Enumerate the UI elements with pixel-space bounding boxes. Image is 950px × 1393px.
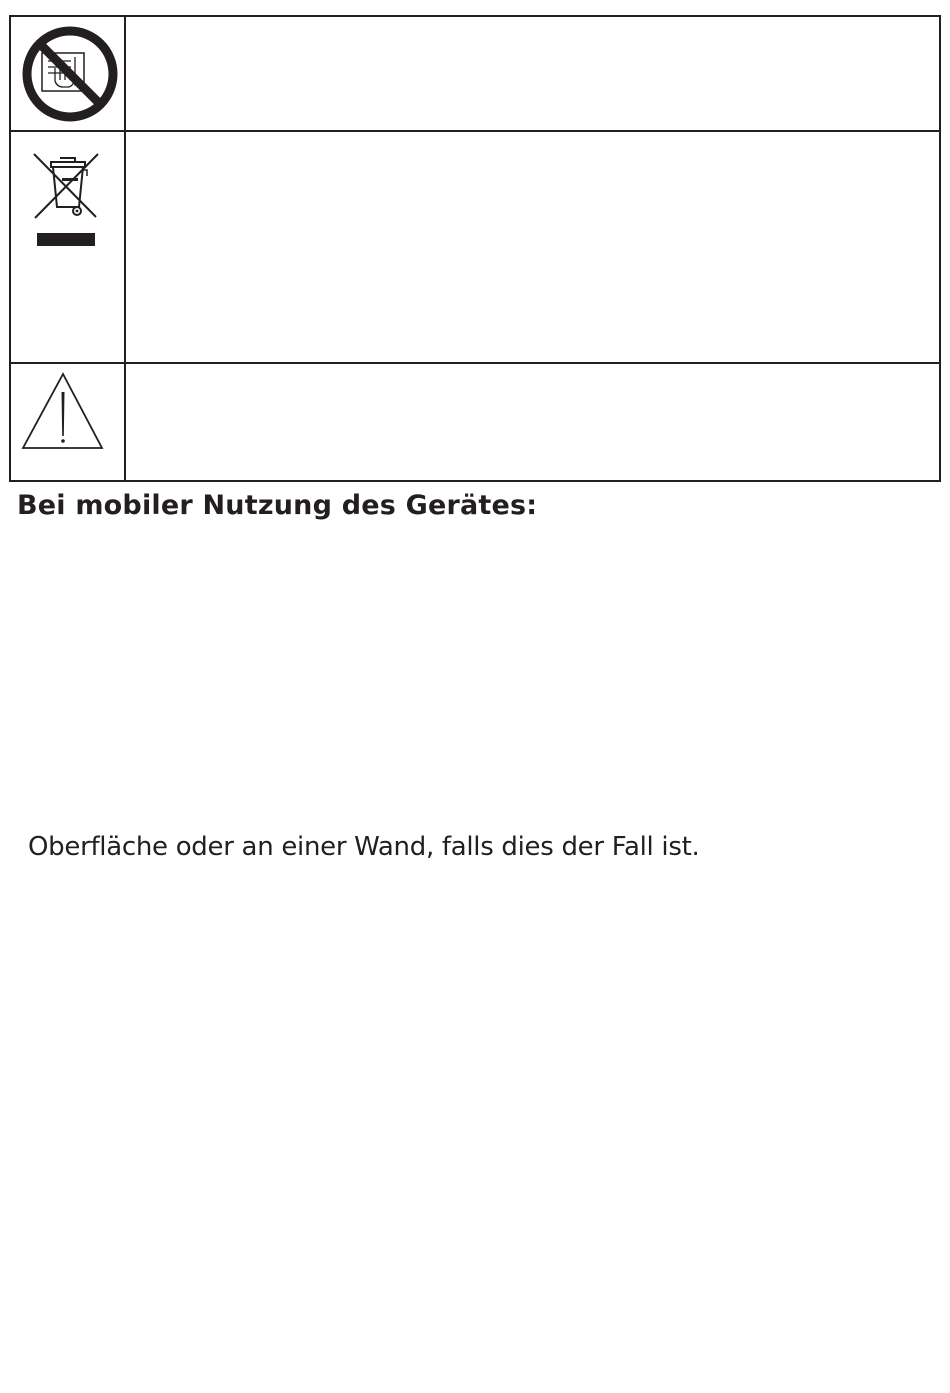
- symbol-text-cell: [125, 16, 940, 131]
- body-text-line: Oberfläche oder an einer Wand, falls dies der Fall ist.: [28, 832, 700, 862]
- symbol-row: [10, 363, 940, 481]
- symbol-row: [10, 16, 940, 131]
- symbol-row: [10, 131, 940, 363]
- warning-triangle-icon: [11, 364, 124, 480]
- symbol-text-cell: [125, 131, 940, 363]
- weee-crossed-bin-icon: [11, 132, 124, 252]
- safety-symbol-table: [9, 15, 941, 482]
- symbol-icon-cell: [10, 363, 125, 481]
- no-disassembly-icon: [11, 17, 124, 130]
- symbol-text-cell: [125, 363, 940, 481]
- symbol-icon-cell: [10, 131, 125, 363]
- symbol-icon-cell: [10, 16, 125, 131]
- section-heading: Bei mobiler Nutzung des Gerätes:: [17, 490, 538, 521]
